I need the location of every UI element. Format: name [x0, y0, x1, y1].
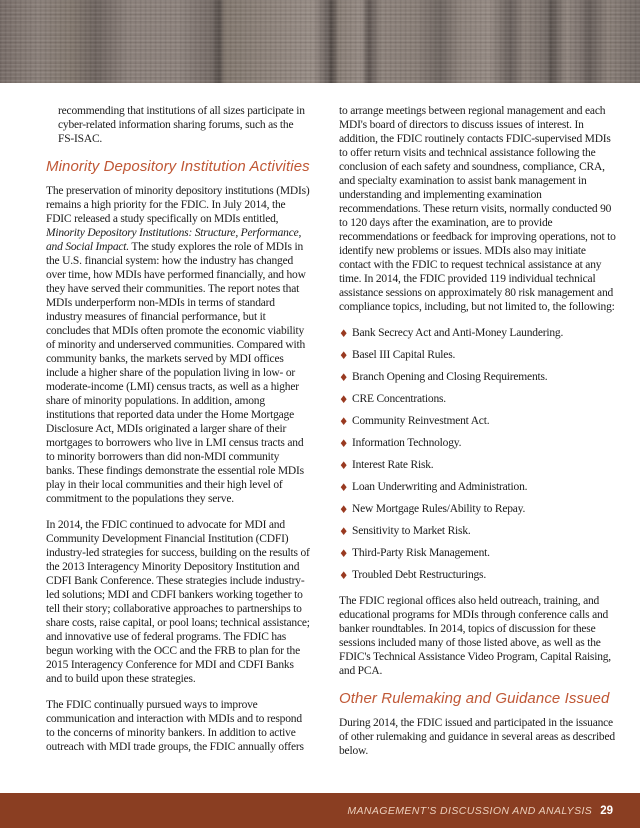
study-paragraph-lead: The preservation of minority depository institutions (MDIs) remains a high priority for the FDIC. In July 2014, the FDIC released a study specifically on MDIs entitled, [46, 185, 310, 225]
diamond-bullet-icon: ♦ [339, 393, 349, 406]
list-item-label: Information Technology. [352, 437, 462, 449]
list-item [339, 458, 617, 472]
diamond-bullet-icon: ♦ [339, 371, 349, 384]
list-item-label: Branch Opening and Closing Requirements. [352, 371, 548, 383]
list-item [339, 502, 617, 516]
list-item [339, 480, 617, 494]
list-item-label: New Mortgage Rules/Ability to Repay. [352, 503, 526, 515]
list-item-label: Community Reinvestment Act. [352, 415, 490, 427]
diamond-bullet-icon: ♦ [339, 503, 349, 516]
list-item-label: Third-Party Risk Management. [352, 547, 490, 559]
section-heading-mdi-activities: Minority Depository Institution Activities [46, 158, 310, 175]
list-item [339, 348, 617, 362]
diamond-bullet-icon: ♦ [339, 481, 349, 494]
diamond-bullet-icon: ♦ [339, 349, 349, 362]
right-column [339, 104, 617, 793]
footer-section-label: MANAGEMENT’S DISCUSSION AND ANALYSIS [347, 804, 593, 817]
list-item [339, 436, 617, 450]
continuation-paragraph: recommending that institutions of all sizes participate in cyber-related information sharing forums, such as the FS-ISAC. [58, 105, 305, 145]
page-content [0, 83, 640, 793]
section-heading-other-rulemaking: Other Rulemaking and Guidance Issued [339, 690, 610, 707]
diamond-bullet-icon: ♦ [339, 525, 349, 538]
list-item [339, 546, 617, 560]
diamond-bullet-icon: ♦ [339, 547, 349, 560]
list-item [339, 326, 617, 340]
list-item-label: Bank Secrecy Act and Anti-Money Laundering. [352, 327, 564, 339]
study-paragraph [46, 184, 310, 506]
fabric-texture-banner [0, 0, 640, 83]
page-number: 29 [600, 804, 613, 817]
study-paragraph-body: The study explores the role of MDIs in the U.S. financial system: how the industry has changed over time, how MDIs have performed financially, and how they have served their communities. The report notes that MDIs underperform non-MDIs in terms of standard industry measures of financial performance, but it concludes that MDIs often promote the economic viability of minority and underserved communities. Compared with community banks, the markets served by MDI offices include a higher share of the population living in low- or moderate-income (LMI) census tracts, as well as a higher share of minority populations. In addition, among institutions that reported data under the Home Mortgage Disclosure Act, MDIs originated a larger share of their mortgages to borrowers who live in LMI census tracts and to minority borrowers than did non-MDI community banks. These findings demonstrate the essential role MDIs play in their local communities and their high level of commitment to the populations they serve. [46, 241, 306, 505]
study-title-italic: Minority Depository Institutions: Structure, Performance, and Social Impact. [46, 227, 302, 253]
list-item [339, 524, 617, 538]
outreach-paragraph: The FDIC continually pursued ways to improve communication and interaction with MDIs and to respond to the concerns of minority bankers. In addition to active outreach with MDI trade groups, the FDIC annually offers [46, 699, 304, 753]
list-item [339, 568, 617, 582]
diamond-bullet-icon: ♦ [339, 437, 349, 450]
list-item-label: CRE Concentrations. [352, 393, 446, 405]
footer-bar [0, 793, 640, 828]
list-item-label: Loan Underwriting and Administration. [352, 481, 528, 493]
list-item [339, 392, 617, 406]
diamond-bullet-icon: ♦ [339, 415, 349, 428]
list-item-label: Sensitivity to Market Risk. [352, 525, 471, 537]
diamond-bullet-icon: ♦ [339, 569, 349, 582]
diamond-bullet-icon: ♦ [339, 459, 349, 472]
list-item [339, 414, 617, 428]
diamond-bullet-icon: ♦ [339, 327, 349, 340]
advocacy-paragraph: In 2014, the FDIC continued to advocate for MDI and Community Development Financial Institution (CDFI) industry-led strategies for success, building on the results of the 2013 Interagency Minority Depository Institution and CDFI Bank Conference. These strategies include industry-led solutions; MDI and CDFI bankers working together to tell their story; collaborative approaches to partnerships to share costs, raise capital, or pool loans; technical assistance; and innovative use of federal programs. The FDIC has begun working with the OCC and the FRB to plan for the 2015 Interagency Conference for MDI and CDFI Banks and to build upon these strategies. [46, 519, 310, 685]
regional-programs-paragraph: The FDIC regional offices also held outreach, training, and educational programs for MDIs through conference calls and banker roundtables. In 2014, topics of discussion for these sessions included many of those listed above, as well as the FDIC's Technical Assistance Video Program, Capital Raising, and PCA. [339, 595, 611, 677]
left-column [46, 104, 310, 793]
list-item-label: Troubled Debt Restructurings. [352, 569, 487, 581]
list-item-label: Interest Rate Risk. [352, 459, 434, 471]
rulemaking-paragraph: During 2014, the FDIC issued and participated in the issuance of other rulemaking and guidance in several areas as described below. [339, 717, 615, 757]
technical-assistance-topic-list [339, 326, 617, 582]
list-item-label: Basel III Capital Rules. [352, 349, 456, 361]
list-item [339, 370, 617, 384]
meetings-paragraph: to arrange meetings between regional management and each MDI's board of directors to discuss issues of interest. In addition, the FDIC routinely contacts FDIC-supervised MDIs to offer return visits and technical assistance following the conclusion of each safety and soundness, compliance, CRA, and specialty examination to assist bank management in understanding and implementing examination recommendations. These return visits, normally conducted 90 to 120 days after the examination, are to provide recommendations or feedback for improving operations, not to identify new problems or issues. MDIs also may initiate contact with the FDIC to request technical assistance at any time. In 2014, the FDIC provided 119 individual technical assistance sessions on approximately 80 risk management and compliance topics, including, but not limited to, the following: [339, 105, 616, 313]
